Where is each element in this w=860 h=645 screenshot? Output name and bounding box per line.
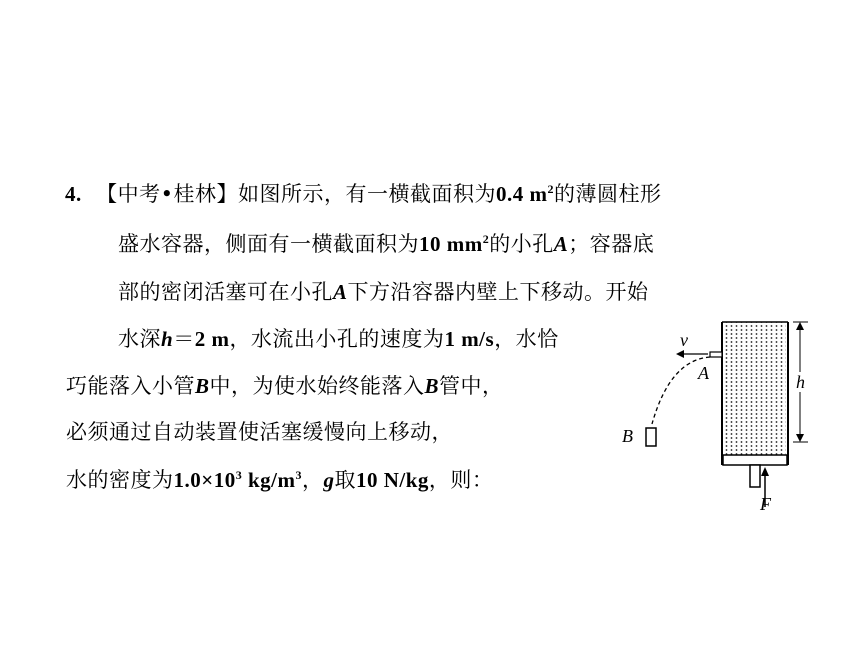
source-bracket-close: 】 [216,182,238,206]
line-1 [65,180,662,208]
force-arrowhead [761,467,769,476]
density-value: 1.0×10 [173,468,236,492]
label-v: v [680,330,688,350]
text-segment: 中，为使水始终能落入 [209,374,425,398]
problem-number: 4. [65,182,82,206]
hole-label: A [553,232,569,256]
hole-area-exponent: 2 [482,232,490,246]
text-segment: 部的密闭活塞可在小孔 [118,280,333,304]
text-segment: 的小孔 [489,232,554,256]
line-6 [66,418,453,446]
text-segment: 的薄圆柱形 [554,182,662,206]
gravity-variable: g [323,468,335,492]
height-arrowhead-top [796,322,804,330]
source-bracket-open: 【 [96,182,118,206]
text-segment: ， [301,468,324,492]
line-2 [118,230,654,258]
gravity-value: 10 N/kg [355,468,429,492]
text-segment: 下方沿容器内壁上下移动。开始 [347,280,649,304]
text-segment: ；容器底 [568,232,655,256]
text-segment: 盛水容器，侧面有一横截面积为 [118,232,419,256]
tube-label: B [195,374,210,398]
text-segment: ，水流出小孔的速度为 [229,327,445,351]
velocity-value: 1 m/s [444,327,495,351]
container-diagram [610,312,830,512]
hole-area-value: 10 mm [419,232,483,256]
text-segment: 巧能落入小管 [66,374,195,398]
label-A: A [698,363,709,383]
piston-rod [750,465,760,487]
height-arrowhead-bottom [796,434,804,442]
text-segment: 水的密度为 [66,468,174,492]
depth-variable: h [161,327,174,351]
equals-sign: ＝ [173,327,195,351]
line-4 [118,325,559,353]
area-exponent: 2 [547,182,554,196]
area-value: 0.4 m [496,182,548,206]
label-B: B [622,426,633,446]
label-h: h [796,372,805,392]
text-segment: 管中， [439,374,504,398]
hole-label-ref: A [333,280,348,304]
hole-spout [710,352,722,357]
water-body [724,322,786,455]
density-unit-exponent: 3 [295,468,302,482]
text-segment: 如图所示，有一横截面积为 [238,182,496,206]
tube-B [646,428,656,446]
velocity-arrowhead [676,350,684,358]
depth-value: 2 m [194,327,230,351]
label-F: F [760,494,771,512]
text-segment: 必须通过自动装置使活塞缓慢向上移动， [66,420,453,444]
density-exponent: 3 [235,468,243,482]
text-segment: 取 [334,468,356,492]
text-segment: ，则： [428,468,494,492]
line-3 [118,278,649,306]
piston [723,455,787,465]
text-segment: 水深 [118,327,161,351]
density-unit: kg/m [242,468,296,492]
tube-label-ref: B [424,374,440,398]
line-7 [66,466,493,494]
text-segment: ，水恰 [494,327,559,351]
line-5 [66,372,504,400]
source-label: 中考•桂林 [117,182,217,206]
